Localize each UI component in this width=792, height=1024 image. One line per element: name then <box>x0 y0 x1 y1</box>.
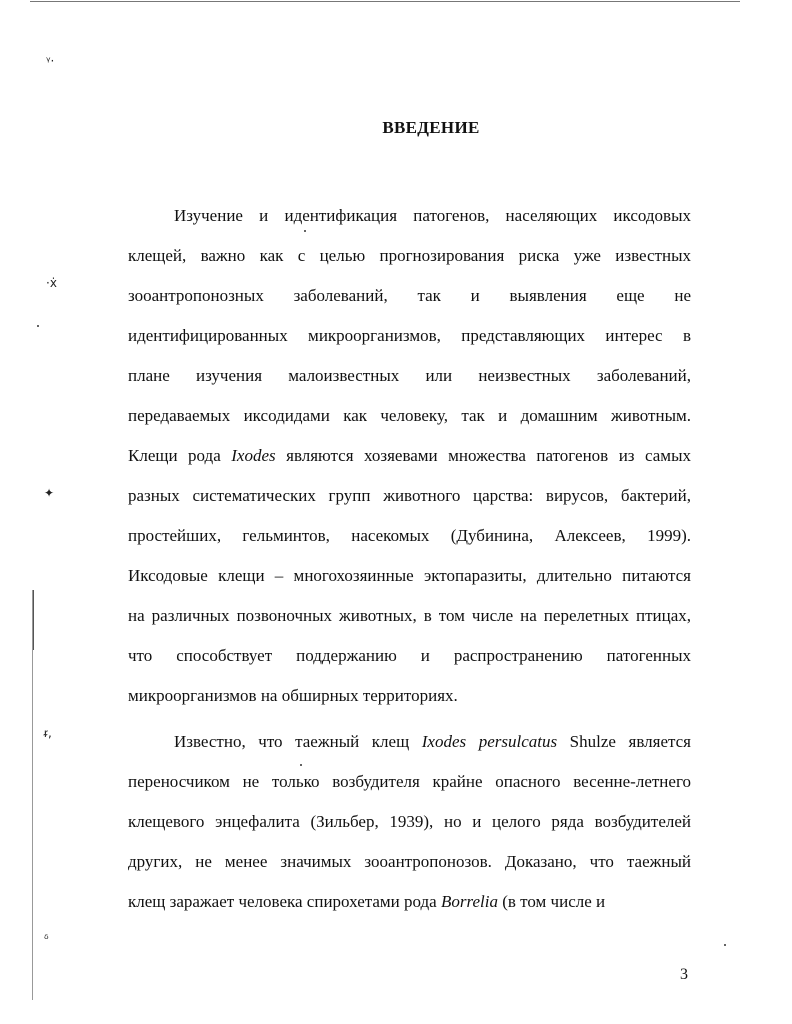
text-line: Иксодовые клещи – многохозяинные эктопаразиты, длительно питаются <box>128 566 691 585</box>
text-run: Shulze является <box>557 732 691 751</box>
text-line: микроорганизмов на обширных территориях. <box>128 686 458 705</box>
text-line: зооантропонозных заболеваний, так и выявления еще не <box>128 286 691 305</box>
page-title: ВВЕДЕНИЕ <box>382 118 480 137</box>
text-run: клещ заражает человека спирохетами рода <box>128 892 441 911</box>
text-run: являются хозяевами множества патогенов из самых <box>275 446 691 465</box>
text-line: что способствует поддержанию и распространению патогенных <box>128 646 691 665</box>
text-line: передаваемых иксодидами как человеку, так и домашним животным. <box>128 406 691 425</box>
text-line <box>128 436 691 476</box>
text-line: клещей, важно как с целью прогнозирования риска уже известных <box>128 246 691 265</box>
text-line: Изучение и идентификация патогенов, населяющих иксодовых <box>174 206 691 225</box>
scan-dot <box>37 325 39 327</box>
scan-speck: ·ẋ <box>46 276 57 290</box>
latin-taxon: Ixodes <box>231 446 276 465</box>
text-line: плане изучения малоизвестных или неизвестных заболеваний, <box>128 366 691 385</box>
paragraph-persulcatus <box>128 722 691 922</box>
text-line: простейших, гельминтов, насекомых (Дубинина, Алексеев, 1999). <box>128 526 691 545</box>
text-line <box>128 882 691 922</box>
scan-left-edge <box>32 590 33 1000</box>
text-line: идентифицированных микроорганизмов, представляющих интерес в <box>128 326 691 345</box>
text-run: (в том числе и <box>497 892 606 911</box>
text-line: других, не менее значимых зооантропонозов. Доказано, что таежный <box>128 852 691 871</box>
scan-speck: ᵞ· <box>46 54 55 68</box>
text-run: Известно, что таежный клещ <box>174 732 422 751</box>
text-run: Клещи рода <box>128 446 232 465</box>
text-line: клещевого энцефалита (Зильбер, 1939), но и целого ряда возбудителей <box>128 812 691 831</box>
scan-speck: ᵟ <box>44 932 49 946</box>
paragraph-intro <box>128 196 691 716</box>
scan-top-edge <box>30 1 740 2</box>
scan-left-edge-dark <box>33 590 34 650</box>
scan-dot <box>724 944 726 946</box>
text-line: переносчиком не только возбудителя крайне опасного весенне-летнего <box>128 772 691 791</box>
text-line <box>128 722 691 762</box>
scan-speck: ✦ <box>44 486 55 500</box>
page-number: 3 <box>680 966 688 983</box>
scan-speck: ᵲ, <box>44 726 52 740</box>
text-line: разных систематических групп животного царства: вирусов, бактерий, <box>128 486 691 505</box>
text-line: на различных позвоночных животных, в том числе на перелетных птицах, <box>128 606 691 625</box>
latin-taxon: Ixodes persulcatus <box>421 732 558 751</box>
latin-taxon: Borrelia <box>440 892 498 911</box>
